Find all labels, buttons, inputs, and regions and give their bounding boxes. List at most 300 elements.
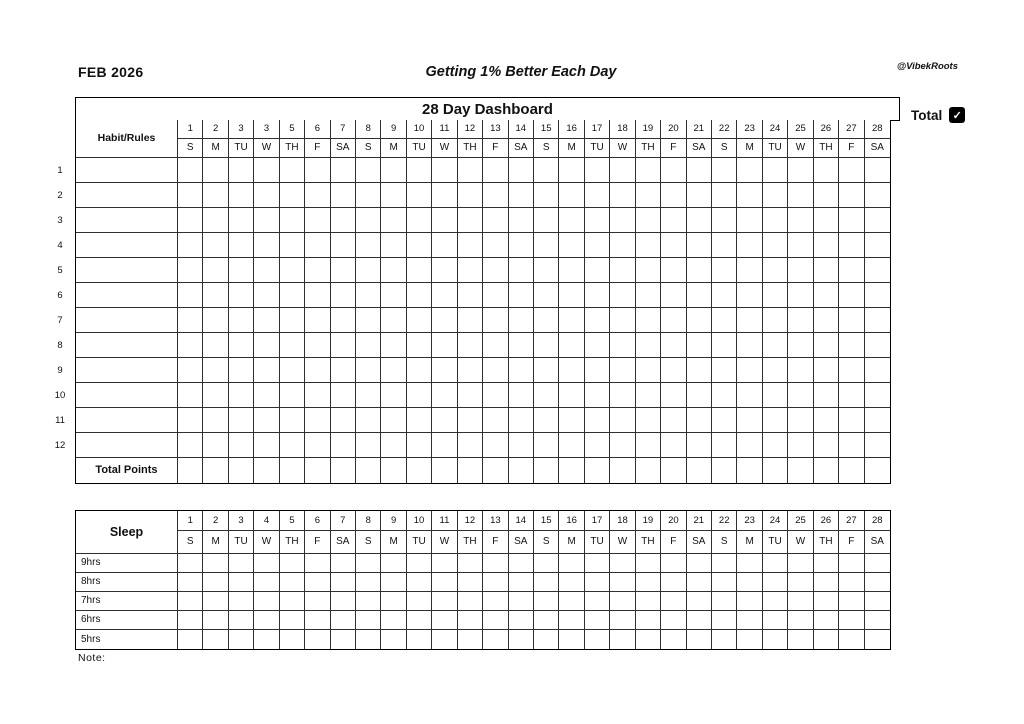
total-points-cell[interactable]	[483, 458, 508, 483]
habit-day-cell[interactable]	[610, 333, 635, 358]
sleep-day-cell[interactable]	[636, 630, 661, 649]
habit-day-cell[interactable]	[458, 333, 483, 358]
habit-day-cell[interactable]	[585, 408, 610, 433]
sleep-day-cell[interactable]	[687, 592, 712, 611]
total-points-cell[interactable]	[203, 458, 228, 483]
habit-day-cell[interactable]	[509, 233, 534, 258]
habit-name-cell[interactable]	[76, 333, 178, 358]
habit-day-cell[interactable]	[305, 233, 330, 258]
habit-day-cell[interactable]	[407, 258, 432, 283]
habit-day-cell[interactable]	[585, 358, 610, 383]
habit-day-cell[interactable]	[483, 408, 508, 433]
habit-day-cell[interactable]	[356, 208, 381, 233]
sleep-day-cell[interactable]	[407, 611, 432, 630]
habit-day-cell[interactable]	[814, 233, 839, 258]
sleep-day-cell[interactable]	[280, 554, 305, 573]
habit-day-cell[interactable]	[610, 433, 635, 458]
habit-day-cell[interactable]	[585, 333, 610, 358]
habit-day-cell[interactable]	[458, 383, 483, 408]
sleep-day-cell[interactable]	[788, 554, 813, 573]
habit-day-cell[interactable]	[280, 333, 305, 358]
habit-day-cell[interactable]	[458, 433, 483, 458]
habit-day-cell[interactable]	[509, 383, 534, 408]
habit-day-cell[interactable]	[788, 358, 813, 383]
sleep-day-cell[interactable]	[839, 592, 864, 611]
habit-day-cell[interactable]	[534, 308, 559, 333]
habit-day-cell[interactable]	[381, 358, 406, 383]
habit-day-cell[interactable]	[763, 308, 788, 333]
habit-day-cell[interactable]	[712, 433, 737, 458]
habit-day-cell[interactable]	[737, 283, 762, 308]
habit-day-cell[interactable]	[280, 308, 305, 333]
habit-day-cell[interactable]	[559, 283, 584, 308]
habit-day-cell[interactable]	[509, 158, 534, 183]
habit-day-cell[interactable]	[356, 183, 381, 208]
sleep-day-cell[interactable]	[203, 611, 228, 630]
habit-day-cell[interactable]	[636, 183, 661, 208]
habit-day-cell[interactable]	[381, 333, 406, 358]
sleep-day-cell[interactable]	[483, 554, 508, 573]
habit-day-cell[interactable]	[585, 158, 610, 183]
sleep-day-cell[interactable]	[559, 573, 584, 592]
habit-day-cell[interactable]	[712, 408, 737, 433]
habit-day-cell[interactable]	[661, 308, 686, 333]
habit-day-cell[interactable]	[763, 208, 788, 233]
habit-day-cell[interactable]	[865, 408, 890, 433]
sleep-day-cell[interactable]	[763, 611, 788, 630]
habit-day-cell[interactable]	[331, 258, 356, 283]
sleep-day-cell[interactable]	[712, 592, 737, 611]
sleep-day-cell[interactable]	[483, 611, 508, 630]
habit-day-cell[interactable]	[559, 383, 584, 408]
sleep-day-cell[interactable]	[839, 611, 864, 630]
habit-day-cell[interactable]	[559, 433, 584, 458]
habit-day-cell[interactable]	[534, 408, 559, 433]
habit-day-cell[interactable]	[458, 283, 483, 308]
habit-day-cell[interactable]	[712, 383, 737, 408]
habit-day-cell[interactable]	[280, 408, 305, 433]
habit-day-cell[interactable]	[305, 158, 330, 183]
sleep-day-cell[interactable]	[483, 573, 508, 592]
habit-day-cell[interactable]	[178, 233, 203, 258]
habit-day-cell[interactable]	[865, 233, 890, 258]
sleep-day-cell[interactable]	[814, 592, 839, 611]
habit-day-cell[interactable]	[229, 333, 254, 358]
sleep-day-cell[interactable]	[178, 630, 203, 649]
sleep-day-cell[interactable]	[432, 592, 457, 611]
sleep-day-cell[interactable]	[305, 554, 330, 573]
habit-day-cell[interactable]	[331, 283, 356, 308]
habit-day-cell[interactable]	[229, 183, 254, 208]
habit-day-cell[interactable]	[559, 258, 584, 283]
habit-day-cell[interactable]	[483, 283, 508, 308]
habit-day-cell[interactable]	[636, 208, 661, 233]
habit-day-cell[interactable]	[331, 383, 356, 408]
habit-day-cell[interactable]	[254, 283, 279, 308]
sleep-day-cell[interactable]	[305, 573, 330, 592]
habit-day-cell[interactable]	[737, 158, 762, 183]
habit-day-cell[interactable]	[585, 208, 610, 233]
habit-day-cell[interactable]	[788, 433, 813, 458]
habit-name-cell[interactable]	[76, 408, 178, 433]
habit-day-cell[interactable]	[381, 208, 406, 233]
habit-day-cell[interactable]	[458, 158, 483, 183]
sleep-day-cell[interactable]	[305, 592, 330, 611]
habit-day-cell[interactable]	[814, 158, 839, 183]
habit-day-cell[interactable]	[610, 158, 635, 183]
habit-day-cell[interactable]	[203, 408, 228, 433]
habit-day-cell[interactable]	[509, 208, 534, 233]
sleep-day-cell[interactable]	[331, 554, 356, 573]
total-points-cell[interactable]	[356, 458, 381, 483]
habit-day-cell[interactable]	[763, 358, 788, 383]
habit-day-cell[interactable]	[305, 308, 330, 333]
habit-day-cell[interactable]	[407, 358, 432, 383]
habit-day-cell[interactable]	[254, 258, 279, 283]
habit-day-cell[interactable]	[381, 433, 406, 458]
total-points-cell[interactable]	[585, 458, 610, 483]
habit-day-cell[interactable]	[661, 258, 686, 283]
habit-name-cell[interactable]	[76, 308, 178, 333]
habit-day-cell[interactable]	[763, 383, 788, 408]
habit-day-cell[interactable]	[381, 283, 406, 308]
sleep-day-cell[interactable]	[356, 611, 381, 630]
habit-day-cell[interactable]	[280, 258, 305, 283]
habit-name-cell[interactable]	[76, 283, 178, 308]
habit-day-cell[interactable]	[839, 208, 864, 233]
sleep-day-cell[interactable]	[178, 592, 203, 611]
habit-day-cell[interactable]	[712, 233, 737, 258]
sleep-day-cell[interactable]	[458, 592, 483, 611]
habit-day-cell[interactable]	[381, 383, 406, 408]
habit-day-cell[interactable]	[636, 233, 661, 258]
habit-day-cell[interactable]	[814, 208, 839, 233]
habit-day-cell[interactable]	[585, 308, 610, 333]
sleep-day-cell[interactable]	[534, 611, 559, 630]
habit-day-cell[interactable]	[814, 308, 839, 333]
sleep-day-cell[interactable]	[763, 573, 788, 592]
habit-day-cell[interactable]	[687, 333, 712, 358]
habit-day-cell[interactable]	[381, 158, 406, 183]
habit-name-cell[interactable]	[76, 433, 178, 458]
habit-day-cell[interactable]	[839, 158, 864, 183]
sleep-day-cell[interactable]	[687, 611, 712, 630]
habit-day-cell[interactable]	[788, 158, 813, 183]
habit-day-cell[interactable]	[356, 433, 381, 458]
habit-day-cell[interactable]	[661, 158, 686, 183]
habit-day-cell[interactable]	[788, 408, 813, 433]
habit-day-cell[interactable]	[305, 433, 330, 458]
sleep-day-cell[interactable]	[280, 611, 305, 630]
habit-day-cell[interactable]	[610, 183, 635, 208]
sleep-day-cell[interactable]	[407, 554, 432, 573]
habit-day-cell[interactable]	[229, 383, 254, 408]
sleep-day-cell[interactable]	[814, 611, 839, 630]
total-points-cell[interactable]	[788, 458, 813, 483]
habit-day-cell[interactable]	[788, 308, 813, 333]
habit-day-cell[interactable]	[178, 208, 203, 233]
habit-day-cell[interactable]	[331, 408, 356, 433]
habit-day-cell[interactable]	[534, 433, 559, 458]
total-points-cell[interactable]	[331, 458, 356, 483]
habit-day-cell[interactable]	[687, 358, 712, 383]
sleep-day-cell[interactable]	[661, 630, 686, 649]
habit-name-cell[interactable]	[76, 358, 178, 383]
habit-day-cell[interactable]	[687, 408, 712, 433]
habit-day-cell[interactable]	[865, 433, 890, 458]
sleep-day-cell[interactable]	[839, 630, 864, 649]
habit-day-cell[interactable]	[407, 333, 432, 358]
sleep-day-cell[interactable]	[763, 554, 788, 573]
habit-day-cell[interactable]	[254, 208, 279, 233]
habit-day-cell[interactable]	[229, 408, 254, 433]
habit-day-cell[interactable]	[407, 183, 432, 208]
sleep-day-cell[interactable]	[280, 630, 305, 649]
habit-day-cell[interactable]	[254, 333, 279, 358]
sleep-day-cell[interactable]	[585, 611, 610, 630]
habit-day-cell[interactable]	[178, 308, 203, 333]
habit-day-cell[interactable]	[865, 333, 890, 358]
habit-day-cell[interactable]	[865, 283, 890, 308]
habit-day-cell[interactable]	[178, 333, 203, 358]
sleep-day-cell[interactable]	[585, 554, 610, 573]
habit-day-cell[interactable]	[712, 333, 737, 358]
habit-day-cell[interactable]	[280, 358, 305, 383]
habit-day-cell[interactable]	[356, 408, 381, 433]
habit-day-cell[interactable]	[636, 158, 661, 183]
total-points-cell[interactable]	[458, 458, 483, 483]
habit-day-cell[interactable]	[254, 233, 279, 258]
habit-day-cell[interactable]	[687, 433, 712, 458]
habit-day-cell[interactable]	[203, 308, 228, 333]
sleep-day-cell[interactable]	[687, 573, 712, 592]
sleep-day-cell[interactable]	[788, 573, 813, 592]
sleep-day-cell[interactable]	[203, 592, 228, 611]
total-points-cell[interactable]	[814, 458, 839, 483]
habit-day-cell[interactable]	[203, 333, 228, 358]
habit-day-cell[interactable]	[610, 283, 635, 308]
habit-day-cell[interactable]	[356, 158, 381, 183]
habit-day-cell[interactable]	[458, 408, 483, 433]
sleep-day-cell[interactable]	[356, 554, 381, 573]
habit-day-cell[interactable]	[203, 258, 228, 283]
habit-day-cell[interactable]	[661, 358, 686, 383]
total-points-cell[interactable]	[432, 458, 457, 483]
habit-day-cell[interactable]	[178, 258, 203, 283]
habit-day-cell[interactable]	[509, 433, 534, 458]
habit-day-cell[interactable]	[559, 208, 584, 233]
habit-day-cell[interactable]	[865, 183, 890, 208]
habit-day-cell[interactable]	[763, 433, 788, 458]
habit-day-cell[interactable]	[432, 208, 457, 233]
sleep-day-cell[interactable]	[585, 630, 610, 649]
sleep-day-cell[interactable]	[483, 630, 508, 649]
habit-day-cell[interactable]	[356, 258, 381, 283]
habit-day-cell[interactable]	[865, 208, 890, 233]
sleep-day-cell[interactable]	[814, 554, 839, 573]
habit-day-cell[interactable]	[280, 433, 305, 458]
habit-day-cell[interactable]	[280, 283, 305, 308]
habit-day-cell[interactable]	[483, 183, 508, 208]
habit-day-cell[interactable]	[356, 283, 381, 308]
habit-day-cell[interactable]	[661, 208, 686, 233]
habit-day-cell[interactable]	[661, 433, 686, 458]
habit-name-cell[interactable]	[76, 233, 178, 258]
habit-day-cell[interactable]	[534, 183, 559, 208]
sleep-day-cell[interactable]	[432, 611, 457, 630]
habit-day-cell[interactable]	[381, 233, 406, 258]
habit-day-cell[interactable]	[763, 183, 788, 208]
sleep-day-cell[interactable]	[737, 554, 762, 573]
habit-day-cell[interactable]	[687, 233, 712, 258]
habit-day-cell[interactable]	[839, 283, 864, 308]
total-points-cell[interactable]	[763, 458, 788, 483]
sleep-day-cell[interactable]	[687, 554, 712, 573]
sleep-day-cell[interactable]	[788, 592, 813, 611]
sleep-day-cell[interactable]	[839, 573, 864, 592]
habit-day-cell[interactable]	[737, 358, 762, 383]
habit-day-cell[interactable]	[559, 183, 584, 208]
habit-day-cell[interactable]	[280, 233, 305, 258]
habit-day-cell[interactable]	[178, 183, 203, 208]
habit-day-cell[interactable]	[331, 183, 356, 208]
habit-day-cell[interactable]	[814, 433, 839, 458]
habit-day-cell[interactable]	[559, 308, 584, 333]
sleep-day-cell[interactable]	[509, 592, 534, 611]
sleep-day-cell[interactable]	[331, 592, 356, 611]
sleep-day-cell[interactable]	[203, 573, 228, 592]
habit-day-cell[interactable]	[407, 383, 432, 408]
habit-day-cell[interactable]	[585, 233, 610, 258]
habit-day-cell[interactable]	[661, 233, 686, 258]
habit-day-cell[interactable]	[509, 183, 534, 208]
sleep-day-cell[interactable]	[483, 592, 508, 611]
habit-day-cell[interactable]	[381, 308, 406, 333]
habit-day-cell[interactable]	[229, 308, 254, 333]
sleep-day-cell[interactable]	[381, 630, 406, 649]
total-points-cell[interactable]	[712, 458, 737, 483]
habit-day-cell[interactable]	[788, 333, 813, 358]
sleep-day-cell[interactable]	[534, 592, 559, 611]
sleep-day-cell[interactable]	[737, 592, 762, 611]
habit-name-cell[interactable]	[76, 158, 178, 183]
habit-day-cell[interactable]	[178, 383, 203, 408]
sleep-day-cell[interactable]	[305, 611, 330, 630]
sleep-day-cell[interactable]	[356, 630, 381, 649]
habit-day-cell[interactable]	[381, 183, 406, 208]
habit-day-cell[interactable]	[432, 308, 457, 333]
sleep-day-cell[interactable]	[509, 611, 534, 630]
habit-day-cell[interactable]	[585, 258, 610, 283]
total-points-cell[interactable]	[305, 458, 330, 483]
habit-day-cell[interactable]	[636, 358, 661, 383]
total-points-cell[interactable]	[178, 458, 203, 483]
habit-day-cell[interactable]	[712, 208, 737, 233]
total-points-cell[interactable]	[559, 458, 584, 483]
total-points-cell[interactable]	[509, 458, 534, 483]
habit-day-cell[interactable]	[458, 308, 483, 333]
habit-day-cell[interactable]	[229, 158, 254, 183]
habit-day-cell[interactable]	[331, 358, 356, 383]
habit-day-cell[interactable]	[610, 358, 635, 383]
habit-day-cell[interactable]	[737, 183, 762, 208]
habit-day-cell[interactable]	[356, 358, 381, 383]
habit-day-cell[interactable]	[305, 408, 330, 433]
habit-day-cell[interactable]	[763, 283, 788, 308]
habit-day-cell[interactable]	[636, 258, 661, 283]
sleep-day-cell[interactable]	[432, 573, 457, 592]
habit-day-cell[interactable]	[559, 358, 584, 383]
habit-day-cell[interactable]	[509, 333, 534, 358]
habit-name-cell[interactable]	[76, 208, 178, 233]
habit-day-cell[interactable]	[661, 283, 686, 308]
habit-day-cell[interactable]	[331, 433, 356, 458]
habit-day-cell[interactable]	[203, 433, 228, 458]
habit-day-cell[interactable]	[483, 308, 508, 333]
habit-day-cell[interactable]	[865, 258, 890, 283]
habit-day-cell[interactable]	[229, 208, 254, 233]
habit-day-cell[interactable]	[432, 258, 457, 283]
sleep-day-cell[interactable]	[280, 573, 305, 592]
habit-day-cell[interactable]	[839, 233, 864, 258]
sleep-day-cell[interactable]	[814, 630, 839, 649]
sleep-day-cell[interactable]	[865, 554, 890, 573]
habit-day-cell[interactable]	[483, 158, 508, 183]
habit-day-cell[interactable]	[331, 208, 356, 233]
habit-day-cell[interactable]	[763, 333, 788, 358]
habit-day-cell[interactable]	[737, 383, 762, 408]
sleep-day-cell[interactable]	[814, 573, 839, 592]
habit-day-cell[interactable]	[839, 258, 864, 283]
habit-day-cell[interactable]	[432, 383, 457, 408]
habit-day-cell[interactable]	[865, 308, 890, 333]
sleep-day-cell[interactable]	[254, 573, 279, 592]
habit-day-cell[interactable]	[865, 383, 890, 408]
sleep-day-cell[interactable]	[585, 592, 610, 611]
habit-day-cell[interactable]	[254, 408, 279, 433]
sleep-day-cell[interactable]	[381, 592, 406, 611]
habit-day-cell[interactable]	[534, 233, 559, 258]
sleep-day-cell[interactable]	[737, 630, 762, 649]
habit-day-cell[interactable]	[839, 183, 864, 208]
habit-day-cell[interactable]	[432, 233, 457, 258]
habit-day-cell[interactable]	[356, 383, 381, 408]
habit-day-cell[interactable]	[280, 383, 305, 408]
habit-day-cell[interactable]	[559, 233, 584, 258]
habit-day-cell[interactable]	[331, 333, 356, 358]
sleep-day-cell[interactable]	[381, 573, 406, 592]
habit-day-cell[interactable]	[763, 233, 788, 258]
habit-day-cell[interactable]	[737, 208, 762, 233]
sleep-day-cell[interactable]	[229, 573, 254, 592]
habit-day-cell[interactable]	[407, 233, 432, 258]
habit-day-cell[interactable]	[331, 233, 356, 258]
habit-day-cell[interactable]	[331, 308, 356, 333]
habit-day-cell[interactable]	[432, 183, 457, 208]
habit-day-cell[interactable]	[737, 333, 762, 358]
habit-day-cell[interactable]	[636, 283, 661, 308]
habit-day-cell[interactable]	[483, 258, 508, 283]
habit-day-cell[interactable]	[788, 233, 813, 258]
sleep-day-cell[interactable]	[407, 592, 432, 611]
sleep-day-cell[interactable]	[203, 630, 228, 649]
habit-day-cell[interactable]	[407, 408, 432, 433]
sleep-day-cell[interactable]	[509, 630, 534, 649]
habit-day-cell[interactable]	[585, 383, 610, 408]
sleep-day-cell[interactable]	[331, 630, 356, 649]
habit-day-cell[interactable]	[178, 433, 203, 458]
habit-day-cell[interactable]	[814, 283, 839, 308]
